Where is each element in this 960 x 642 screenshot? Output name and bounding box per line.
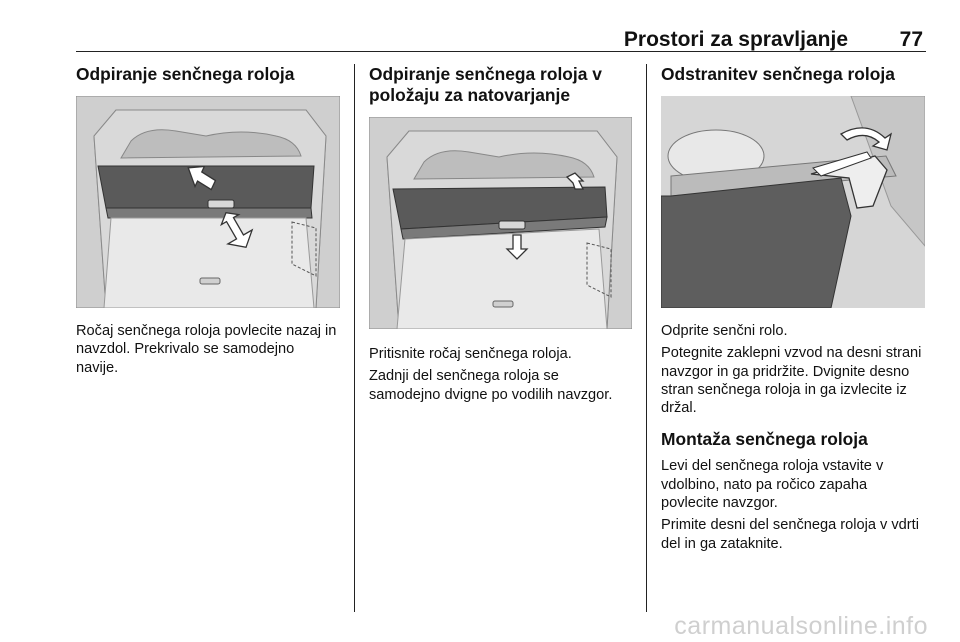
section-heading: Odpiranje senčnega roloja v položaju za natovarjanje [369,64,602,105]
watermark: carmanualsonline.info [674,612,928,640]
cargo-area-cover-open-illustration [76,96,340,308]
page-number: 77 [899,28,923,51]
paragraph: Pritisnite ročaj senčnega roloja. [369,346,572,362]
instructions [661,322,927,553]
header-divider [76,51,926,52]
column-remove-cover [661,64,927,557]
column-loading-position [369,64,633,408]
section-title: Prostori za spravljanje [623,28,848,51]
paragraph: Primite desni del senčnega roloja v vdrti del in ga zataknite. [661,517,919,552]
paragraph: Ročaj senčnega roloja povlecite nazaj in navzdol. Prekrivalo se samodejno navije. [76,323,337,376]
section-heading: Odstranitev senčnega roloja [661,64,895,84]
section-heading: Odpiranje senčnega roloja [76,64,295,84]
page-header [76,28,926,52]
column-open-cover [76,64,340,381]
column-divider [354,64,355,612]
paragraph: Levi del senčnega roloja vstavite v vdolbino, nato pa ročico zapaha povlecite navzgor. [661,458,884,512]
paragraph: Odprite senčni rolo. [661,323,788,339]
subsection-heading: Montaža senčnega roloja [661,429,868,450]
paragraph: Potegnite zaklepni vzvod na desni strani navzgor in ga pridržite. Dvignite desno stran senčnega roloja in ga izvlecite iz držal. [661,345,922,417]
instructions [369,345,633,404]
paragraph: Zadnji del senčnega roloja se samodejno dvigne po vodilih navzgor. [369,368,613,403]
column-divider [646,64,647,612]
cargo-area-cover-loading-position-illustration [369,117,632,329]
cover-removal-detail-illustration [661,96,925,308]
instructions [76,322,340,377]
